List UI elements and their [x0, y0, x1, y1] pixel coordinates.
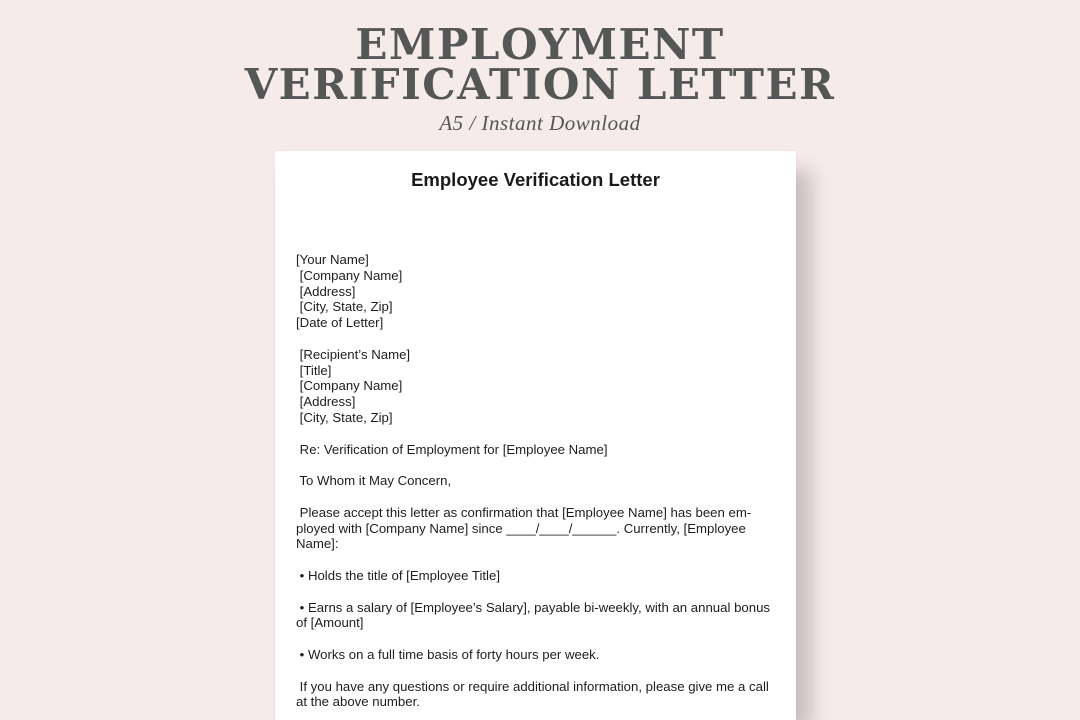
spacer — [296, 331, 774, 347]
letter-heading: Employee Verification Letter — [411, 169, 660, 190]
recipient-name: [Recipient’s Name] — [296, 346, 411, 362]
banner-title-line-1: EMPLOYMENT — [355, 20, 725, 69]
closing-line: at the above number. — [296, 694, 420, 710]
recipient-title: [Title] — [296, 362, 332, 378]
bullet-salary — [296, 600, 774, 632]
intro-line: Please accept this letter as confirmation that [Employee Name] has been em- — [296, 504, 752, 520]
sender-block — [296, 252, 774, 331]
closing-line: If you have any questions or require additional information, please give me a call — [296, 678, 769, 694]
spacer — [296, 457, 774, 473]
intro-line: Name]: — [296, 536, 339, 552]
letter-body — [296, 252, 774, 710]
bullet-title: • Holds the title of [Employee Title] — [296, 567, 500, 583]
letter-page — [275, 151, 796, 720]
bullet-hours: • Works on a full time basis of forty hours per week. — [296, 646, 600, 662]
spacer — [296, 489, 774, 505]
bullet-salary-line: of [Amount] — [296, 615, 364, 631]
sender-company-name: [Company Name] — [296, 267, 403, 283]
closing-paragraph — [296, 679, 774, 711]
subject-line: Re: Verification of Employment for [Employee Name] — [296, 441, 608, 457]
spacer — [296, 584, 774, 600]
banner-title-line-2: VERIFICATION LETTER — [244, 60, 836, 109]
bullet-salary-line: • Earns a salary of [Employee’s Salary], payable bi-weekly, with an annual bonus — [296, 599, 771, 615]
sender-city-state-zip: [City, State, Zip] — [296, 299, 393, 315]
recipient-block — [296, 347, 774, 426]
sender-address: [Address] — [296, 283, 356, 299]
sender-your-name: [Your Name] — [296, 252, 369, 267]
intro-line: ployed with [Company Name] since ____/____/______. Currently, [Employee — [296, 520, 746, 536]
intro-paragraph — [296, 505, 774, 552]
spacer — [296, 552, 774, 568]
spacer — [296, 663, 774, 679]
recipient-company-name: [Company Name] — [296, 378, 403, 394]
spacer — [296, 631, 774, 647]
recipient-city-state-zip: [City, State, Zip] — [296, 409, 393, 425]
recipient-address: [Address] — [296, 394, 356, 410]
spacer — [296, 426, 774, 442]
banner-subtitle: A5 / Instant Download — [439, 111, 641, 135]
salutation: To Whom it May Concern, — [296, 473, 452, 489]
letter-date: [Date of Letter] — [296, 315, 384, 331]
